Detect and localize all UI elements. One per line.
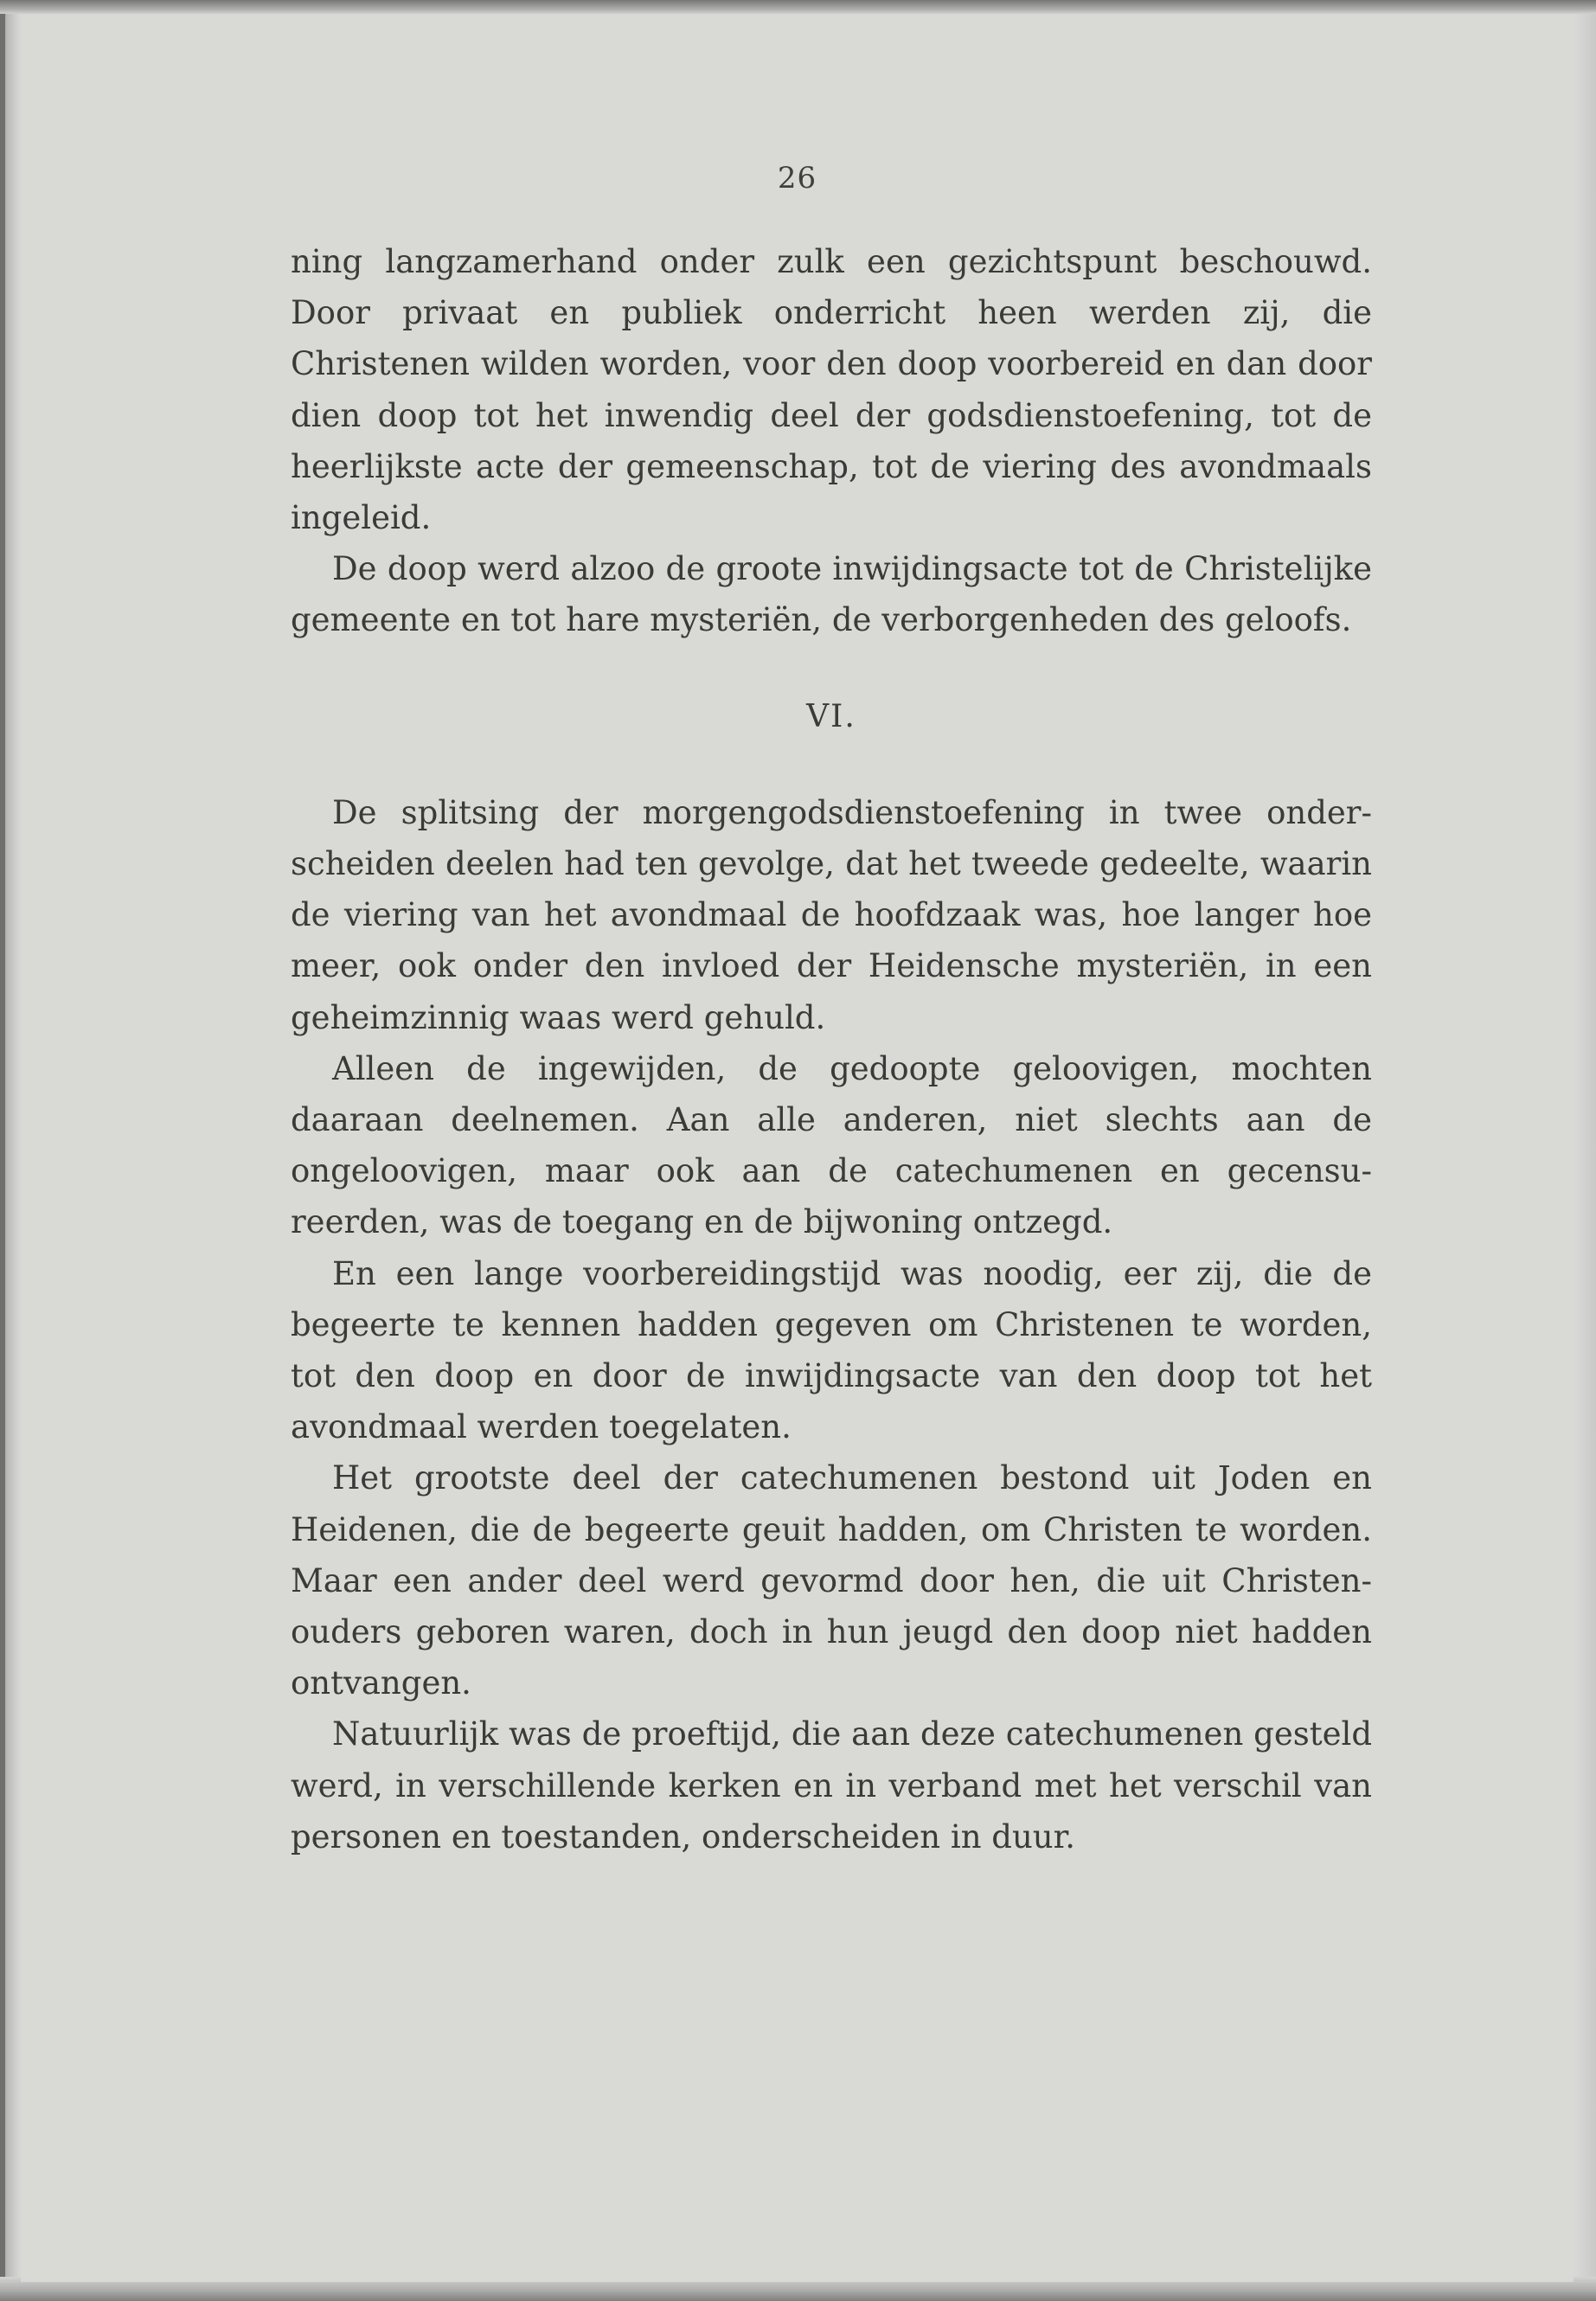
- text-column: [291, 236, 1372, 1862]
- page-number: 26: [777, 161, 817, 195]
- paragraph-probation: Natuurlijk was de proeftijd, die aan deze catechumenen gesteld werd, in verschillende kerken en in verband met het verschil van personen en toestanden, onderscheiden in duur.: [291, 1715, 1372, 1856]
- book-binding-edge: [0, 0, 5, 2301]
- paragraph-continued: ning langzamerhand onder zulk een gezichtspunt beschouwd. Door privaat en publiek onderricht heen werden zij, die Christenen wilden worden, voor den doop voorbereid en dan door dien doop tot het inwendig deel der godsdienstoefening, tot de heerlijkste acte der gemeenschap, tot de viering des avondmaals ingeleid.: [291, 243, 1372, 537]
- section-heading: VI.: [806, 698, 856, 734]
- paragraph-baptism: De doop werd alzoo de groote inwijdingsacte tot de Christelijke gemeente en tot hare mysteriën, de verborgenheden des geloofs.: [291, 550, 1372, 639]
- book-page: [21, 16, 1574, 2282]
- top-scan-shadow: [0, 0, 1596, 14]
- paragraph-preparation: En een lange voorbereidingstijd was noodig, eer zij, die de begeerte te kennen hadden gegeven om Christenen te worden, tot den doop en door de inwijdingsacte van den doop tot het avondmaal werden toegelaten.: [291, 1254, 1372, 1446]
- paragraph-splitting: De splitsing der morgengodsdienstoefening in twee onderscheiden deelen had ten gevolge, dat het tweede gedeelte, waarin de viering van het avondmaal de hoofdzaak was, hoe langer hoe meer, ook onder den invloed der Heidensche mysteriën, in een geheimzinnig waas werd gehuld.: [291, 793, 1372, 1036]
- paragraph-initiated: Alleen de ingewijden, de gedoopte geloovigen, mochten daaraan deelnemen. Aan alle anderen, niet slechts aan de ongeloovigen, maar ook aan de catechumenen en gecensureerden, was de toegang en de bijwoning ontzegd.: [291, 1049, 1372, 1241]
- paragraph-catechumens: Het grootste deel der catechumenen bestond uit Joden en Heidenen, die de begeerte geuit hadden, om Christen te worden. Maar een ander deel werd gevormd door hen, die uit Christen-ouders geboren waren, doch in hun jeugd den doop niet hadden ontvangen.: [291, 1459, 1372, 1702]
